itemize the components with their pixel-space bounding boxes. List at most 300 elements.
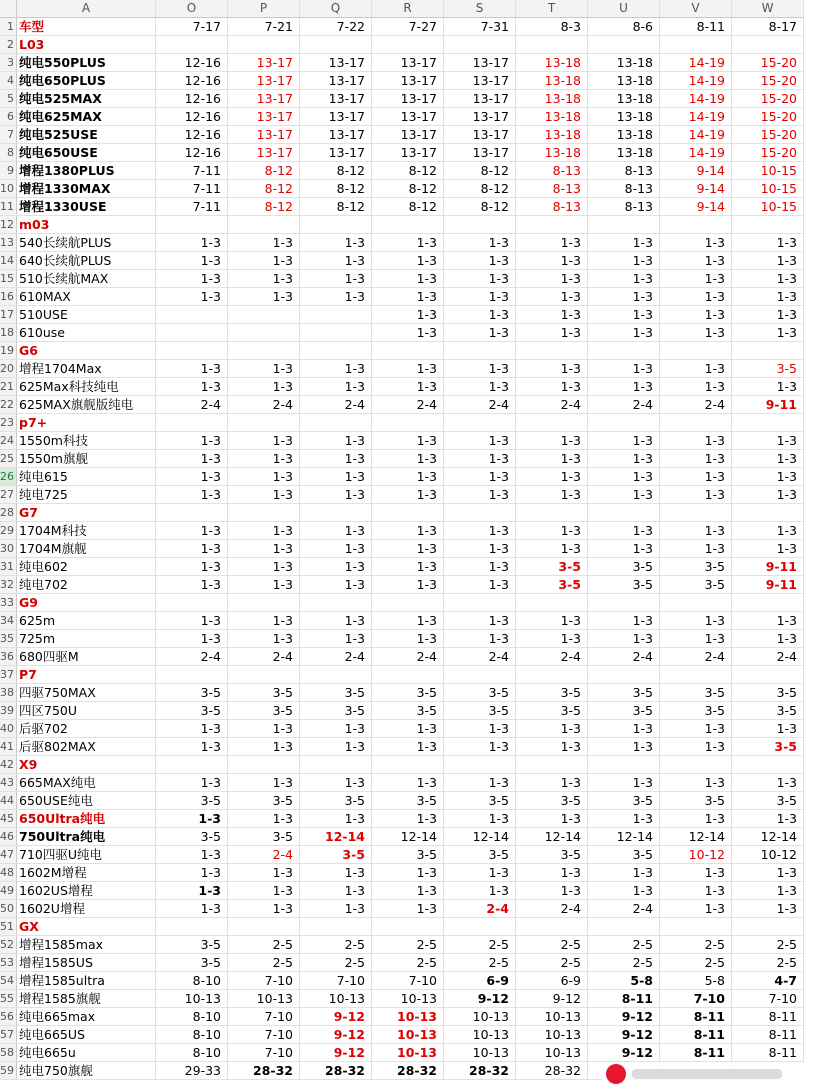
row-number[interactable]: 1 — [0, 18, 17, 36]
value-cell[interactable]: 2-5 — [660, 954, 732, 972]
value-cell[interactable]: 1-3 — [660, 234, 732, 252]
value-cell[interactable]: 1-3 — [732, 378, 804, 396]
value-cell[interactable]: 2-5 — [588, 954, 660, 972]
value-cell[interactable]: 1-3 — [372, 720, 444, 738]
value-cell[interactable]: 1-3 — [228, 540, 300, 558]
value-cell[interactable] — [732, 918, 804, 936]
value-cell[interactable] — [300, 414, 372, 432]
value-cell[interactable]: 1-3 — [372, 288, 444, 306]
value-cell[interactable]: 1-3 — [228, 288, 300, 306]
model-cell[interactable]: 纯电650PLUS — [17, 72, 156, 90]
value-cell[interactable]: 2-4 — [300, 396, 372, 414]
value-cell[interactable] — [300, 342, 372, 360]
value-cell[interactable]: 3-5 — [300, 702, 372, 720]
value-cell[interactable]: 1-3 — [444, 486, 516, 504]
value-cell[interactable]: 8-11 — [732, 1026, 804, 1044]
value-cell[interactable]: 3-5 — [228, 702, 300, 720]
value-cell[interactable]: 13-17 — [228, 144, 300, 162]
value-cell[interactable]: 1-3 — [372, 738, 444, 756]
value-cell[interactable] — [516, 756, 588, 774]
value-cell[interactable] — [660, 504, 732, 522]
model-cell[interactable]: G9 — [17, 594, 156, 612]
value-cell[interactable]: 10-12 — [732, 846, 804, 864]
value-cell[interactable]: 1-3 — [732, 288, 804, 306]
value-cell[interactable]: 15-20 — [732, 54, 804, 72]
value-cell[interactable]: 1-3 — [156, 378, 228, 396]
value-cell[interactable]: 9-12 — [588, 1008, 660, 1026]
value-cell[interactable]: 1-3 — [300, 612, 372, 630]
value-cell[interactable] — [732, 756, 804, 774]
value-cell[interactable]: 13-17 — [444, 126, 516, 144]
value-cell[interactable]: 3-5 — [444, 702, 516, 720]
value-cell[interactable] — [300, 306, 372, 324]
value-cell[interactable]: 3-5 — [732, 360, 804, 378]
value-cell[interactable] — [228, 756, 300, 774]
value-cell[interactable]: 1-3 — [300, 720, 372, 738]
value-cell[interactable]: 3-5 — [228, 684, 300, 702]
value-cell[interactable]: 1-3 — [228, 612, 300, 630]
row-number[interactable]: 42 — [0, 756, 17, 774]
value-cell[interactable]: 1-3 — [444, 450, 516, 468]
value-cell[interactable]: 1-3 — [444, 576, 516, 594]
value-cell[interactable]: 2-4 — [300, 648, 372, 666]
row-number[interactable]: 4 — [0, 72, 17, 90]
value-cell[interactable]: 7-11 — [156, 162, 228, 180]
value-cell[interactable]: 13-18 — [516, 90, 588, 108]
value-cell[interactable]: 2-5 — [732, 936, 804, 954]
model-cell[interactable]: 1704M旗舰 — [17, 540, 156, 558]
value-cell[interactable]: 3-5 — [588, 702, 660, 720]
value-cell[interactable]: 10-13 — [372, 1008, 444, 1026]
value-cell[interactable]: 8-12 — [228, 198, 300, 216]
value-cell[interactable]: 12-14 — [732, 828, 804, 846]
value-cell[interactable]: 7-22 — [300, 18, 372, 36]
value-cell[interactable]: 1-3 — [228, 252, 300, 270]
value-cell[interactable]: 8-13 — [516, 162, 588, 180]
row-number[interactable]: 11 — [0, 198, 17, 216]
value-cell[interactable]: 1-3 — [372, 486, 444, 504]
value-cell[interactable]: 10-13 — [228, 990, 300, 1008]
value-cell[interactable]: 1-3 — [516, 882, 588, 900]
value-cell[interactable] — [228, 414, 300, 432]
value-cell[interactable]: 1-3 — [372, 774, 444, 792]
row-number[interactable]: 26 — [0, 468, 17, 486]
value-cell[interactable] — [372, 414, 444, 432]
value-cell[interactable]: 2-5 — [516, 936, 588, 954]
value-cell[interactable]: 13-18 — [588, 144, 660, 162]
value-cell[interactable]: 13-17 — [372, 72, 444, 90]
value-cell[interactable]: 2-4 — [156, 396, 228, 414]
model-cell[interactable]: 增程1380PLUS — [17, 162, 156, 180]
value-cell[interactable]: 13-17 — [372, 54, 444, 72]
model-cell[interactable]: 650Ultra纯电 — [17, 810, 156, 828]
value-cell[interactable]: 1-3 — [732, 522, 804, 540]
value-cell[interactable] — [300, 36, 372, 54]
value-cell[interactable] — [300, 666, 372, 684]
row-number[interactable]: 46 — [0, 828, 17, 846]
value-cell[interactable]: 1-3 — [156, 576, 228, 594]
value-cell[interactable]: 1-3 — [588, 234, 660, 252]
value-cell[interactable] — [372, 666, 444, 684]
value-cell[interactable]: 1-3 — [228, 882, 300, 900]
value-cell[interactable]: 1-3 — [516, 288, 588, 306]
row-number[interactable]: 13 — [0, 234, 17, 252]
value-cell[interactable] — [588, 504, 660, 522]
value-cell[interactable]: 1-3 — [156, 360, 228, 378]
value-cell[interactable]: 8-12 — [300, 180, 372, 198]
value-cell[interactable]: 1-3 — [156, 252, 228, 270]
value-cell[interactable]: 1-3 — [660, 324, 732, 342]
model-cell[interactable]: 纯电615 — [17, 468, 156, 486]
value-cell[interactable]: 1-3 — [588, 738, 660, 756]
value-cell[interactable]: 7-11 — [156, 198, 228, 216]
model-cell[interactable]: 1704M科技 — [17, 522, 156, 540]
value-cell[interactable]: 1-3 — [660, 720, 732, 738]
value-cell[interactable]: 1-3 — [588, 378, 660, 396]
row-number[interactable]: 20 — [0, 360, 17, 378]
value-cell[interactable] — [660, 666, 732, 684]
model-cell[interactable]: 纯电650USE — [17, 144, 156, 162]
model-cell[interactable]: 725m — [17, 630, 156, 648]
value-cell[interactable] — [300, 216, 372, 234]
value-cell[interactable] — [444, 756, 516, 774]
row-number[interactable]: 45 — [0, 810, 17, 828]
value-cell[interactable]: 9-12 — [300, 1026, 372, 1044]
value-cell[interactable]: 7-17 — [156, 18, 228, 36]
value-cell[interactable]: 13-17 — [444, 144, 516, 162]
value-cell[interactable] — [732, 594, 804, 612]
value-cell[interactable]: 12-14 — [660, 828, 732, 846]
value-cell[interactable]: 8-12 — [444, 198, 516, 216]
value-cell[interactable]: 1-3 — [732, 324, 804, 342]
value-cell[interactable] — [156, 666, 228, 684]
value-cell[interactable]: 1-3 — [156, 774, 228, 792]
value-cell[interactable] — [228, 216, 300, 234]
value-cell[interactable]: 10-13 — [372, 1026, 444, 1044]
value-cell[interactable]: 8-12 — [372, 198, 444, 216]
value-cell[interactable]: 1-3 — [516, 540, 588, 558]
value-cell[interactable]: 14-19 — [660, 144, 732, 162]
value-cell[interactable]: 13-17 — [300, 90, 372, 108]
value-cell[interactable]: 3-5 — [300, 792, 372, 810]
value-cell[interactable]: 2-5 — [372, 954, 444, 972]
value-cell[interactable]: 1-3 — [588, 252, 660, 270]
value-cell[interactable]: 1-3 — [660, 864, 732, 882]
value-cell[interactable]: 3-5 — [444, 792, 516, 810]
value-cell[interactable]: 15-20 — [732, 108, 804, 126]
value-cell[interactable]: 1-3 — [228, 576, 300, 594]
value-cell[interactable]: 1-3 — [228, 378, 300, 396]
value-cell[interactable]: 1-3 — [660, 468, 732, 486]
value-cell[interactable]: 4-7 — [732, 972, 804, 990]
model-cell[interactable]: 增程1585US — [17, 954, 156, 972]
value-cell[interactable]: 8-3 — [516, 18, 588, 36]
value-cell[interactable] — [732, 216, 804, 234]
value-cell[interactable]: 1-3 — [588, 540, 660, 558]
value-cell[interactable]: 12-16 — [156, 144, 228, 162]
model-cell[interactable]: 680四驱M — [17, 648, 156, 666]
model-cell[interactable]: 625m — [17, 612, 156, 630]
value-cell[interactable]: 12-14 — [588, 828, 660, 846]
model-cell[interactable]: X9 — [17, 756, 156, 774]
value-cell[interactable]: 1-3 — [372, 468, 444, 486]
value-cell[interactable] — [660, 414, 732, 432]
value-cell[interactable]: 12-14 — [444, 828, 516, 846]
value-cell[interactable]: 1-3 — [228, 270, 300, 288]
value-cell[interactable]: 1-3 — [732, 252, 804, 270]
value-cell[interactable] — [516, 594, 588, 612]
value-cell[interactable]: 2-4 — [732, 648, 804, 666]
value-cell[interactable] — [372, 594, 444, 612]
value-cell[interactable] — [516, 36, 588, 54]
value-cell[interactable]: 3-5 — [588, 846, 660, 864]
value-cell[interactable]: 1-3 — [588, 450, 660, 468]
value-cell[interactable]: 1-3 — [516, 720, 588, 738]
value-cell[interactable]: 13-17 — [372, 90, 444, 108]
value-cell[interactable]: 1-3 — [372, 882, 444, 900]
row-number[interactable]: 14 — [0, 252, 17, 270]
value-cell[interactable]: 8-6 — [588, 18, 660, 36]
value-cell[interactable]: 3-5 — [516, 558, 588, 576]
value-cell[interactable]: 1-3 — [228, 558, 300, 576]
value-cell[interactable]: 1-3 — [372, 540, 444, 558]
value-cell[interactable] — [588, 216, 660, 234]
value-cell[interactable]: 1-3 — [732, 630, 804, 648]
value-cell[interactable]: 1-3 — [444, 738, 516, 756]
value-cell[interactable] — [228, 306, 300, 324]
model-cell[interactable]: P7 — [17, 666, 156, 684]
value-cell[interactable]: 28-32 — [372, 1062, 444, 1080]
value-cell[interactable]: 1-3 — [372, 576, 444, 594]
value-cell[interactable]: 1-3 — [300, 360, 372, 378]
value-cell[interactable]: 7-10 — [228, 972, 300, 990]
value-cell[interactable]: 29-33 — [156, 1062, 228, 1080]
model-cell[interactable]: 增程1330MAX — [17, 180, 156, 198]
value-cell[interactable]: 12-16 — [156, 126, 228, 144]
column-header-q[interactable]: Q — [300, 0, 372, 18]
value-cell[interactable]: 1-3 — [372, 234, 444, 252]
value-cell[interactable]: 1-3 — [732, 810, 804, 828]
value-cell[interactable]: 1-3 — [444, 288, 516, 306]
value-cell[interactable]: 1-3 — [588, 486, 660, 504]
value-cell[interactable]: 2-4 — [660, 648, 732, 666]
value-cell[interactable]: 1-3 — [372, 864, 444, 882]
column-header-p[interactable]: P — [228, 0, 300, 18]
value-cell[interactable]: 1-3 — [372, 432, 444, 450]
value-cell[interactable]: 13-17 — [444, 90, 516, 108]
value-cell[interactable]: 3-5 — [372, 702, 444, 720]
value-cell[interactable]: 2-4 — [588, 648, 660, 666]
column-header-r[interactable]: R — [372, 0, 444, 18]
value-cell[interactable]: 13-17 — [372, 108, 444, 126]
value-cell[interactable]: 1-3 — [732, 270, 804, 288]
value-cell[interactable]: 1-3 — [660, 612, 732, 630]
model-cell[interactable]: 后驱702 — [17, 720, 156, 738]
value-cell[interactable]: 1-3 — [156, 270, 228, 288]
value-cell[interactable] — [732, 414, 804, 432]
value-cell[interactable]: 7-10 — [372, 972, 444, 990]
value-cell[interactable] — [156, 504, 228, 522]
value-cell[interactable]: 1-3 — [300, 378, 372, 396]
model-cell[interactable]: 610MAX — [17, 288, 156, 306]
value-cell[interactable]: 1-3 — [660, 738, 732, 756]
model-cell[interactable]: 650USE纯电 — [17, 792, 156, 810]
value-cell[interactable]: 1-3 — [732, 450, 804, 468]
value-cell[interactable] — [156, 342, 228, 360]
value-cell[interactable]: 8-11 — [660, 18, 732, 36]
value-cell[interactable]: 3-5 — [516, 846, 588, 864]
value-cell[interactable] — [444, 666, 516, 684]
value-cell[interactable]: 1-3 — [300, 450, 372, 468]
value-cell[interactable]: 7-31 — [444, 18, 516, 36]
row-number[interactable]: 47 — [0, 846, 17, 864]
value-cell[interactable]: 8-11 — [588, 990, 660, 1008]
value-cell[interactable] — [372, 918, 444, 936]
value-cell[interactable]: 9-12 — [300, 1044, 372, 1062]
value-cell[interactable] — [444, 504, 516, 522]
value-cell[interactable] — [228, 342, 300, 360]
value-cell[interactable]: 1-3 — [156, 738, 228, 756]
value-cell[interactable]: 13-17 — [300, 144, 372, 162]
value-cell[interactable]: 9-14 — [660, 198, 732, 216]
value-cell[interactable]: 3-5 — [660, 792, 732, 810]
value-cell[interactable]: 9-12 — [516, 990, 588, 1008]
value-cell[interactable]: 10-15 — [732, 180, 804, 198]
model-cell[interactable]: 1602M增程 — [17, 864, 156, 882]
value-cell[interactable]: 2-4 — [156, 648, 228, 666]
value-cell[interactable]: 2-4 — [228, 648, 300, 666]
row-number[interactable]: 54 — [0, 972, 17, 990]
value-cell[interactable] — [588, 414, 660, 432]
model-cell[interactable]: 665MAX纯电 — [17, 774, 156, 792]
row-number[interactable]: 30 — [0, 540, 17, 558]
value-cell[interactable]: 13-18 — [516, 126, 588, 144]
value-cell[interactable]: 3-5 — [156, 936, 228, 954]
value-cell[interactable]: 3-5 — [516, 576, 588, 594]
value-cell[interactable]: 1-3 — [660, 378, 732, 396]
value-cell[interactable]: 1-3 — [156, 522, 228, 540]
value-cell[interactable] — [300, 756, 372, 774]
row-number[interactable]: 16 — [0, 288, 17, 306]
value-cell[interactable] — [516, 342, 588, 360]
value-cell[interactable] — [156, 594, 228, 612]
value-cell[interactable]: 8-12 — [372, 180, 444, 198]
value-cell[interactable]: 2-5 — [444, 954, 516, 972]
value-cell[interactable]: 13-17 — [228, 108, 300, 126]
model-cell[interactable]: 1550m旗舰 — [17, 450, 156, 468]
value-cell[interactable]: 3-5 — [156, 828, 228, 846]
value-cell[interactable] — [588, 666, 660, 684]
value-cell[interactable]: 3-5 — [732, 738, 804, 756]
value-cell[interactable]: 1-3 — [732, 612, 804, 630]
value-cell[interactable]: 9-11 — [732, 396, 804, 414]
value-cell[interactable]: 3-5 — [156, 954, 228, 972]
value-cell[interactable]: 1-3 — [156, 900, 228, 918]
row-number[interactable]: 2 — [0, 36, 17, 54]
value-cell[interactable]: 1-3 — [300, 576, 372, 594]
value-cell[interactable]: 1-3 — [732, 900, 804, 918]
value-cell[interactable]: 1-3 — [588, 774, 660, 792]
value-cell[interactable]: 1-3 — [228, 900, 300, 918]
value-cell[interactable]: 14-19 — [660, 72, 732, 90]
value-cell[interactable]: 1-3 — [156, 540, 228, 558]
value-cell[interactable]: 1-3 — [372, 378, 444, 396]
value-cell[interactable]: 13-17 — [444, 54, 516, 72]
model-cell[interactable]: 纯电550PLUS — [17, 54, 156, 72]
value-cell[interactable]: 1-3 — [228, 810, 300, 828]
value-cell[interactable]: 8-12 — [444, 180, 516, 198]
value-cell[interactable] — [156, 216, 228, 234]
value-cell[interactable]: 10-13 — [516, 1026, 588, 1044]
value-cell[interactable]: 1-3 — [156, 882, 228, 900]
row-number[interactable]: 39 — [0, 702, 17, 720]
value-cell[interactable]: 1-3 — [588, 810, 660, 828]
value-cell[interactable]: 28-32 — [300, 1062, 372, 1080]
row-number[interactable]: 18 — [0, 324, 17, 342]
value-cell[interactable] — [732, 666, 804, 684]
value-cell[interactable]: 1-3 — [300, 882, 372, 900]
value-cell[interactable]: 1-3 — [516, 612, 588, 630]
value-cell[interactable]: 3-5 — [444, 684, 516, 702]
value-cell[interactable]: 8-10 — [156, 1044, 228, 1062]
model-cell[interactable]: 1602U增程 — [17, 900, 156, 918]
value-cell[interactable]: 1-3 — [444, 252, 516, 270]
value-cell[interactable]: 1-3 — [444, 378, 516, 396]
value-cell[interactable]: 8-11 — [732, 1008, 804, 1026]
value-cell[interactable]: 1-3 — [660, 360, 732, 378]
value-cell[interactable]: 1-3 — [444, 360, 516, 378]
value-cell[interactable]: 13-17 — [300, 54, 372, 72]
value-cell[interactable] — [444, 918, 516, 936]
row-number[interactable]: 7 — [0, 126, 17, 144]
model-cell[interactable]: 四区750U — [17, 702, 156, 720]
value-cell[interactable]: 1-3 — [732, 486, 804, 504]
value-cell[interactable]: 12-14 — [300, 828, 372, 846]
value-cell[interactable]: 2-5 — [300, 936, 372, 954]
value-cell[interactable]: 1-3 — [588, 468, 660, 486]
value-cell[interactable]: 10-15 — [732, 198, 804, 216]
value-cell[interactable]: 1-3 — [228, 738, 300, 756]
value-cell[interactable]: 1-3 — [300, 558, 372, 576]
value-cell[interactable]: 5-8 — [660, 972, 732, 990]
value-cell[interactable]: 1-3 — [588, 630, 660, 648]
model-cell[interactable]: 纯电665max — [17, 1008, 156, 1026]
value-cell[interactable]: 3-5 — [372, 684, 444, 702]
value-cell[interactable]: 1-3 — [516, 738, 588, 756]
row-number[interactable]: 38 — [0, 684, 17, 702]
value-cell[interactable]: 1-3 — [588, 720, 660, 738]
value-cell[interactable]: 2-4 — [372, 396, 444, 414]
value-cell[interactable]: 1-3 — [444, 810, 516, 828]
value-cell[interactable]: 7-10 — [300, 972, 372, 990]
value-cell[interactable] — [444, 414, 516, 432]
value-cell[interactable] — [300, 324, 372, 342]
value-cell[interactable]: 13-17 — [372, 144, 444, 162]
model-cell[interactable]: 625Max科技纯电 — [17, 378, 156, 396]
value-cell[interactable]: 1-3 — [732, 540, 804, 558]
value-cell[interactable]: 15-20 — [732, 72, 804, 90]
value-cell[interactable]: 2-4 — [444, 900, 516, 918]
value-cell[interactable]: 1-3 — [516, 306, 588, 324]
value-cell[interactable]: 1-3 — [372, 630, 444, 648]
value-cell[interactable]: 15-20 — [732, 90, 804, 108]
value-cell[interactable]: 1-3 — [300, 522, 372, 540]
value-cell[interactable]: 3-5 — [660, 702, 732, 720]
row-number[interactable]: 12 — [0, 216, 17, 234]
model-cell[interactable]: 纯电702 — [17, 576, 156, 594]
value-cell[interactable] — [588, 756, 660, 774]
value-cell[interactable]: 3-5 — [300, 846, 372, 864]
